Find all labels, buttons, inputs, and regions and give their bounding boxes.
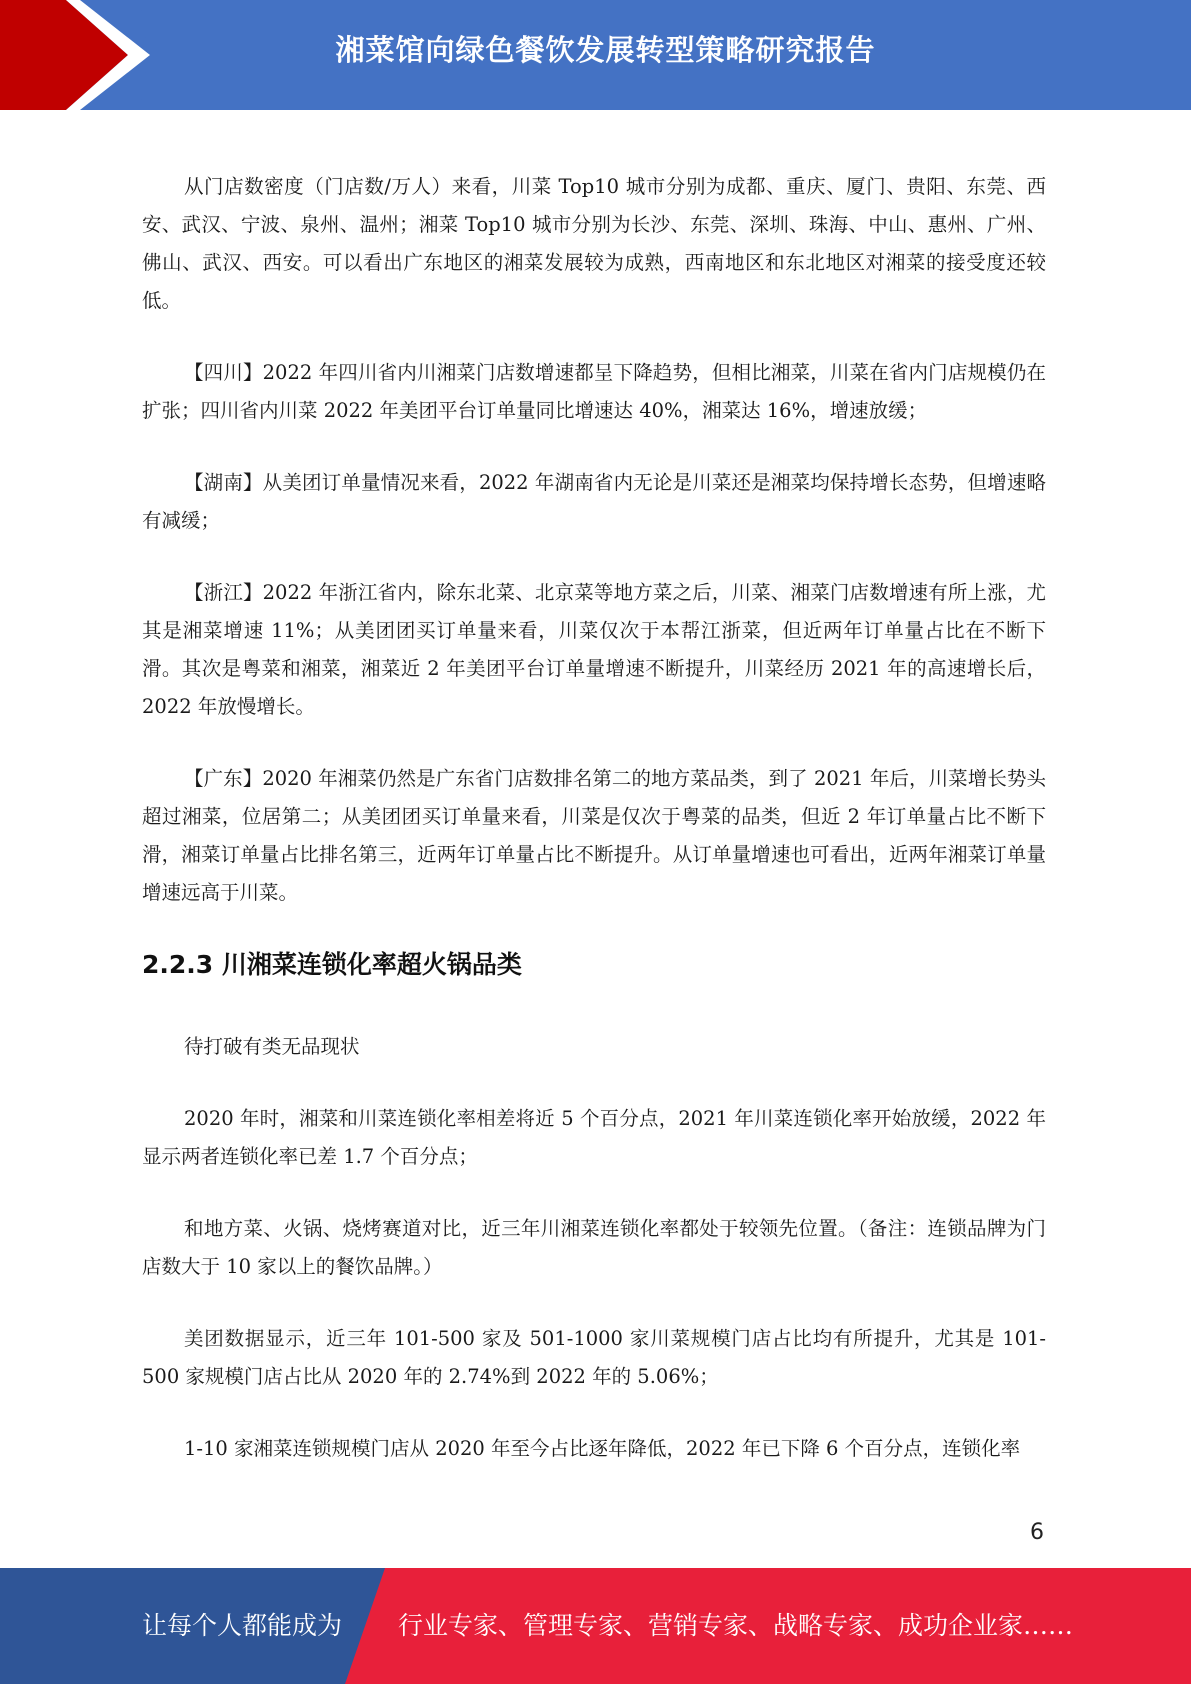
paragraph: 【四川】2022 年四川省内川湘菜门店数增速都呈下降趋势，但相比湘菜，川菜在省内门店规模仍在扩张；四川省内川菜 2022 年美团平台订单量同比增速达 40%，湘菜达 16%，增速放缓； — [142, 361, 1046, 422]
paragraph: 1-10 家湘菜连锁规模门店从 2020 年至今占比逐年降低，2022 年已下降 6 个百分点，连锁化率 — [184, 1437, 1021, 1460]
paragraph: 【广东】2020 年湘菜仍然是广东省门店数排名第二的地方菜品类，到了 2021 年后，川菜增长势头超过湘菜，位居第二；从美团团买订单量来看，川菜是仅次于粤菜的品类，但近 2 年订单量占比不断下滑，湘菜订单量占比排名第三，近两年订单量占比不断提升。从订单量增速也可看出，近两年湘菜订单量增速远高于川菜。 — [142, 767, 1046, 904]
paragraph: 【湖南】从美团订单量情况来看，2022 年湖南省内无论是川菜还是湘菜均保持增长态势，但增速略有减缓； — [142, 471, 1046, 532]
main-content — [142, 168, 1046, 1502]
page-header — [0, 0, 1191, 110]
paragraph: 美团数据显示，近三年 101-500 家及 501-1000 家川菜规模门店占比均有所提升，尤其是 101-500 家规模门店占比从 2020 年的 2.74%到 2022 年的 5.06%； — [142, 1327, 1046, 1388]
document-title: 湘菜馆向绿色餐饮发展转型策略研究报告 — [335, 33, 876, 67]
page-number: 6 — [1030, 1520, 1044, 1545]
paragraph: 待打破有类无品现状 — [184, 1035, 360, 1058]
footer-slogan-left: 让每个人都能成为 — [142, 1611, 343, 1640]
page-footer — [0, 1568, 1191, 1684]
paragraph: 【浙江】2022 年浙江省内，除东北菜、北京菜等地方菜之后，川菜、湘菜门店数增速有所上涨，尤其是湘菜增速 11%；从美团团买订单量来看，川菜仅次于本帮江浙菜，但近两年订单量占比在不断下滑。其次是粤菜和湘菜，湘菜近 2 年美团平台订单量增速不断提升，川菜经历 2021 年的高速增长后，2022 年放慢增长。 — [142, 581, 1046, 718]
section-heading: 2.2.3 川湘菜连锁化率超火锅品类 — [142, 950, 522, 979]
paragraph: 和地方菜、火锅、烧烤赛道对比，近三年川湘菜连锁化率都处于较领先位置。（备注：连锁品牌为门店数大于 10 家以上的餐饮品牌。） — [142, 1217, 1046, 1278]
paragraph: 从门店数密度（门店数/万人）来看，川菜 Top10 城市分别为成都、重庆、厦门、贵阳、东莞、西安、武汉、宁波、泉州、温州；湘菜 Top10 城市分别为长沙、东莞、深圳、珠海、中山、惠州、广州、佛山、武汉、西安。可以看出广东地区的湘菜发展较为成熟，西南地区和东北地区对湘菜的接受度还较低。 — [142, 175, 1046, 312]
footer-slogan-right: 行业专家、管理专家、营销专家、战略专家、成功企业家…… — [398, 1611, 1074, 1640]
paragraph: 2020 年时，湘菜和川菜连锁化率相差将近 5 个百分点，2021 年川菜连锁化率开始放缓，2022 年显示两者连锁化率已差 1.7 个百分点； — [142, 1107, 1046, 1168]
